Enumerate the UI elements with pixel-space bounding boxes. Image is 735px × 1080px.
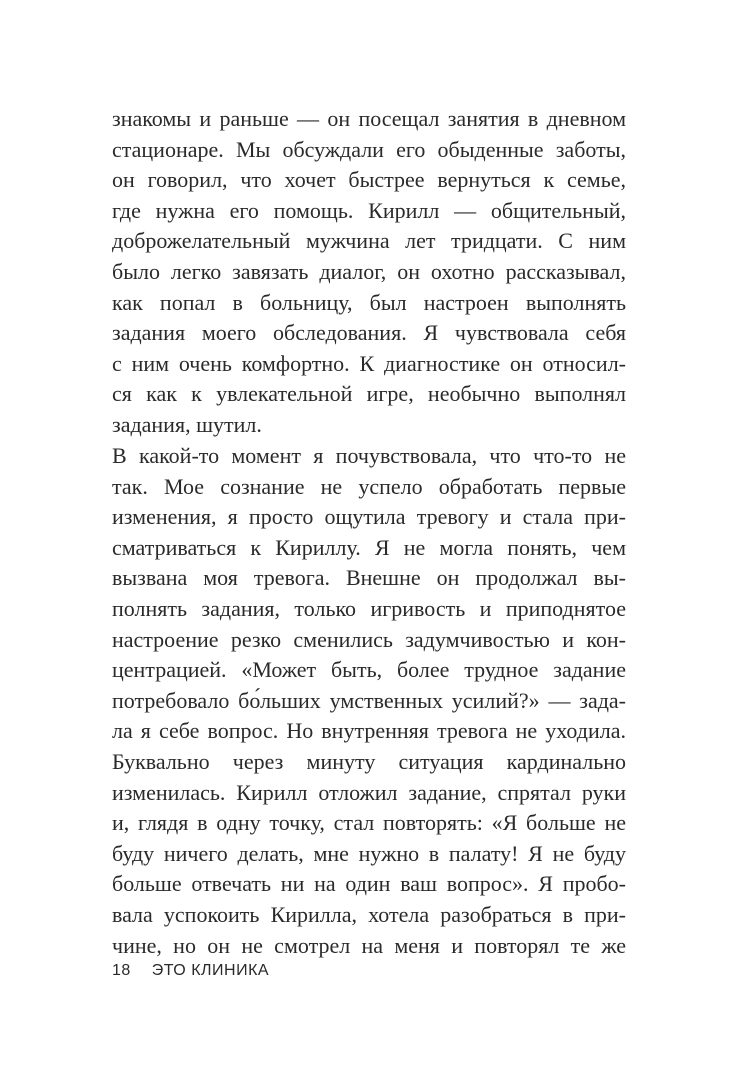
text-line: вала успокоить Кирилла, хотела разобраться в при- (112, 901, 626, 927)
paragraph-2 (112, 441, 626, 961)
text-line: чине, но он не смотрел на меня и повторял те же (112, 932, 626, 958)
text-line: он говорил, что хочет быстрее вернуться к семье, (112, 167, 626, 193)
text-line: буду ничего делать, мне нужно в палату! Я не буду (112, 840, 626, 866)
text-line: центрацией. «Может быть, более трудное задание (112, 657, 626, 683)
paragraph-1 (112, 104, 626, 441)
text-line: как попал в больницу, был настроен выполнять (112, 289, 626, 315)
text-line: и, глядя в одну точку, стал повторять: «Я больше не (112, 810, 626, 836)
text-line: задания моего обследования. Я чувствовала себя (112, 320, 626, 346)
running-title: ЭТО КЛИНИКА (151, 962, 270, 979)
text-line: задания, шутил. (112, 411, 262, 437)
text-line: было легко завязать диалог, он охотно рассказывал, (112, 258, 626, 284)
text-line: сматриваться к Кириллу. Я не могла понять, чем (112, 534, 626, 560)
text-line: доброжелательный мужчина лет тридцати. С ним (112, 228, 626, 254)
page-footer (112, 962, 269, 980)
text-line: так. Мое сознание не успело обработать первые (112, 473, 626, 499)
text-line: Буквально через минуту ситуация кардинально (112, 748, 626, 774)
text-line: ся как к увлекательной игре, необычно выполнял (112, 381, 626, 407)
text-line: настроение резко сменились задумчивостью и кон- (112, 626, 626, 652)
text-line: стационаре. Мы обсуждали его обыденные заботы, (112, 136, 626, 162)
text-line: В какой-то момент я почувствовала, что что-то не (112, 443, 626, 468)
text-line: изменилась. Кирилл отложил задание, спрятал руки (112, 779, 626, 805)
text-line: ла я себе вопрос. Но внутренняя тревога не уходила. (112, 718, 626, 744)
text-line: полнять задания, только игривость и приподнятое (112, 595, 626, 621)
text-line: потребовало бо́льших умственных усилий?» — зада- (112, 687, 626, 713)
text-line: где нужна его помощь. Кирилл — общительный, (112, 197, 626, 223)
page-number: 18 (112, 962, 131, 979)
text-line: изменения, я просто ощутила тревогу и стала при- (112, 504, 626, 530)
text-line: с ним очень комфортно. К диагностике он относил- (112, 350, 626, 376)
text-line: вызвана моя тревога. Внешне он продолжал вы- (112, 565, 626, 591)
text-line: знакомы и раньше — он посещал занятия в дневном (112, 106, 626, 131)
text-line: больше отвечать ни на один ваш вопрос». Я пробо- (112, 871, 626, 897)
